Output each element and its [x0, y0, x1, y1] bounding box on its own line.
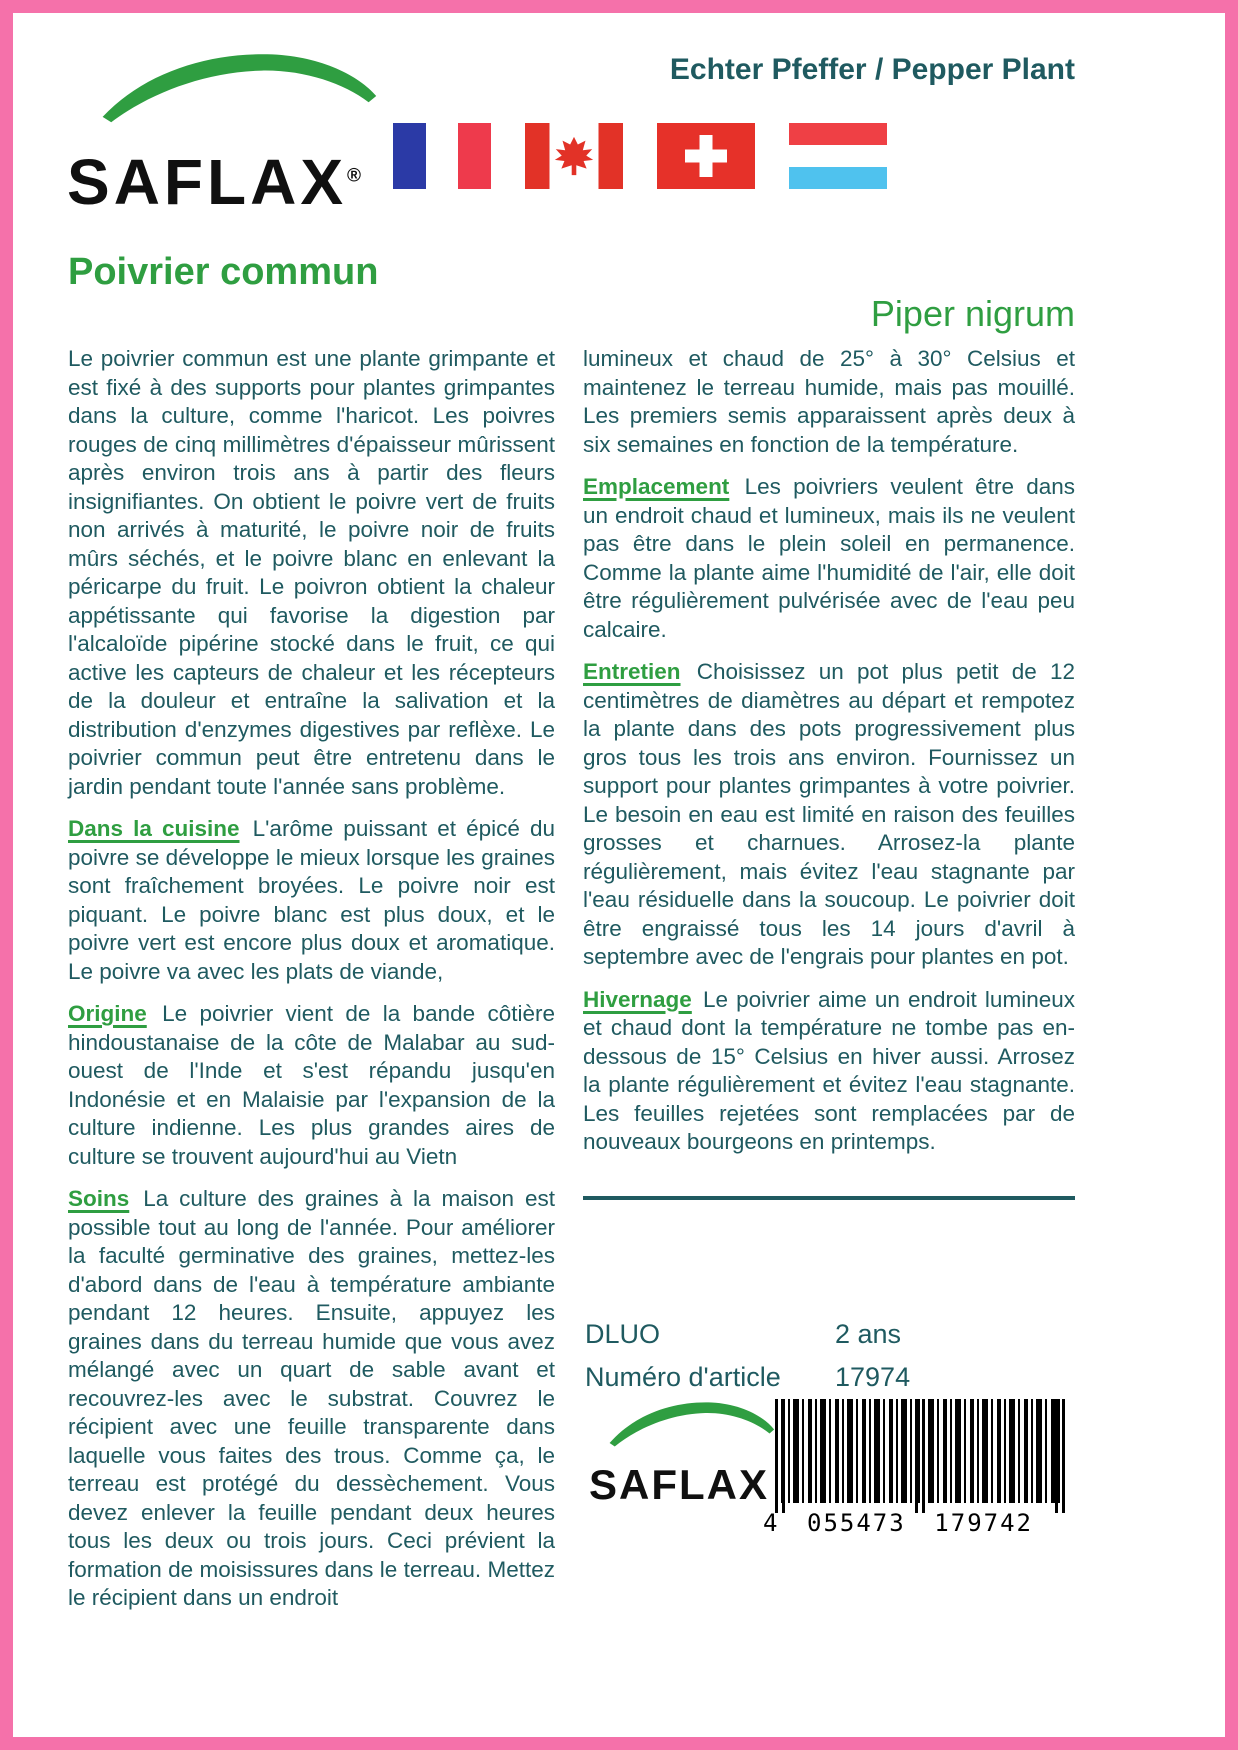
logo-swoosh-icon-bottom	[605, 1399, 777, 1447]
dluo-label: DLUO	[585, 1319, 661, 1349]
flag-france-blue-band	[393, 123, 426, 189]
barcode	[761, 1399, 1079, 1539]
brand-text: SAFLAX	[67, 146, 347, 218]
barcode-guard-bar	[1062, 1399, 1065, 1513]
section-emplacement	[583, 473, 1075, 644]
logo-swoosh-icon	[95, 49, 381, 123]
right-column	[583, 345, 1075, 1171]
flag-row	[393, 123, 887, 189]
divider-rule	[583, 1196, 1075, 1200]
brand-wordmark	[67, 145, 361, 219]
dluo-value: 2 ans	[835, 1319, 902, 1349]
barcode-digits	[763, 1509, 1065, 1537]
section-heading-entretien: Entretien	[583, 659, 681, 684]
barcode-guard-bar	[922, 1399, 925, 1513]
barcode-guard-bar	[775, 1399, 778, 1513]
barcode-guard-bar	[915, 1399, 918, 1513]
section-heading-emplacement: Emplacement	[583, 474, 730, 499]
section-origine	[68, 1000, 555, 1171]
article-number-row	[585, 1362, 910, 1393]
section-text-cuisine: L'arôme puissant et épicé du poivre se développe le mieux lorsque les graines sont fraîchement broyées. Le poivre noir est piquant. Le poivre blanc est plus doux, et le poivre vert est encore plus doux et aromatique. Le poivre va avec les plats de viande,	[68, 816, 555, 984]
section-text-hivernage: Le poivrier aime un endroit lumineux et chaud dont la température ne tombe pas en-dessous de 15° Celsius en hiver aussi. Arrosez la plante régulièrement et évitez l'eau stagnante. Les feuilles rejetées sont remplacées par de nouveaux bourgeons en printemps.	[583, 986, 1075, 1154]
article-number-label: Numéro d'article	[585, 1362, 781, 1392]
section-text-emplacement: Les poivriers veulent être dans un endroit chaud et lumineux, mais ils ne veulent pas être dans le plein soleil en permanence. Comme la plante aime l'humidité de l'air, elle doit être régulièrement pulvérisée avec de l'eau peu calcaire.	[583, 474, 1075, 642]
barcode-digit-group-2: 055473	[807, 1509, 906, 1537]
product-info	[585, 1319, 910, 1405]
flag-france-icon	[393, 123, 491, 189]
swiss-cross-horizontal	[685, 150, 727, 163]
barcode-guard-bar	[782, 1399, 785, 1513]
page-title: Poivrier commun	[68, 251, 379, 293]
latin-name: Piper nigrum	[870, 293, 1075, 334]
paragraph-intro: Le poivrier commun est une plante grimpante et est fixé à des supports pour plantes grimpantes dans la culture, comme l'haricot. Les poivres rouges de cinq millimètres d'épaisseur mûrissent après environ trois ans à partir des fleurs insignifiantes. On obtient le poivre vert de fruits non arrivés à maturité, le poivre noir de fruits mûrs séchés, et le poivre blanc en enlevant la péricarpe du fruit. Le poivron obtient la chaleur appétissante qui favorise la digestion par l'alcaloïde pipérine stocké dans le fruit, ce qui active les capteurs de chaleur et les récepteurs de la douleur et entraîne la salivation et la distribution d'enzymes digestives par reflèxe. Le poivrier commun peut être entretenu dans le jardin pendant toute l'année sans problème.	[68, 346, 555, 799]
section-heading-hivernage: Hivernage	[583, 986, 692, 1012]
article-number-value: 17974	[835, 1362, 911, 1392]
registered-mark: ®	[347, 165, 361, 187]
section-dans-la-cuisine	[68, 815, 555, 986]
barcode-digit-group-3: 179742	[934, 1509, 1033, 1537]
section-heading-soins: Soins	[68, 1186, 130, 1211]
flag-france-red-band	[458, 123, 491, 189]
section-entretien	[583, 658, 1075, 972]
barcode-digit-group-1: 4	[763, 1509, 780, 1537]
left-column	[68, 345, 555, 1627]
flag-france-white-band	[426, 123, 459, 189]
dluo-row	[585, 1319, 910, 1350]
section-heading-cuisine: Dans la cuisine	[68, 816, 240, 841]
section-text-entretien: Choisissez un pot plus petit de 12 centimètres de diamètres au départ et rempotez la plante dans des pots progressivement plus gros tous les trois ans environ. Fournissez un support pour plantes grimpantes à votre poivrier. Le besoin en eau est limité en raison des feuilles grosses et charnues. Arrosez-la plante régulièrement, mais évitez l'eau stagnante par l'eau résiduelle dans la soucoup. Le poivrier doit être engraissé tous les 14 jours d'avril à septembre avec de l'engrais pour plantes en pot.	[583, 659, 1075, 969]
flag-canada-icon	[525, 123, 623, 189]
paragraph-continuation: lumineux et chaud de 25° à 30° Celsius et maintenez le terreau humide, mais pas mouillé. Les premiers semis apparaissent après deux à six semaines en fonction de la température.	[583, 346, 1075, 457]
section-text-origine: Le poivrier vient de la bande côtière hindoustanaise de la côte de Malabar au sud-ouest de l'Inde et s'est répandu jusqu'en Indonésie et en Malaisie par l'expansion de la culture indienne. Les plus grandes aires de culture se trouvent aujourd'hui au Vietn	[68, 1001, 555, 1169]
brand-wordmark-bottom: SAFLAX	[589, 1461, 769, 1508]
section-text-soins: La culture des graines à la maison est possible tout au long de l'année. Pour améliorer la faculté germinative des graines, mettez-les d'abord dans de l'eau à température ambiante pendant 12 heures. Ensuite, appuyez les graines dans du terreau humide que vous avez mélangé avec un quart de sable avant et recouvrez-les avec le substrat. Couvrez le récipient avec une feuille transparente dans laquelle vous faites des trous. Comme ça, le terreau est protégé du dessèchement. Vous devez enlever la feuille pendant deux heures tous les deux ou trois jours. Ceci prévient la formation de moisissures dans le terreau. Mettez le récipient dans un endroit	[68, 1186, 555, 1610]
flag-luxembourg-icon	[789, 123, 887, 189]
barcode-bars	[775, 1399, 1065, 1503]
maple-leaf-icon	[551, 133, 597, 179]
flag-switzerland-icon	[657, 123, 755, 189]
barcode-guard-bar	[1055, 1399, 1058, 1513]
section-soins	[68, 1185, 555, 1613]
brand-logo	[63, 47, 403, 218]
product-name-de-en: Echter Pfeffer / Pepper Plant	[669, 53, 1075, 86]
section-hivernage	[583, 986, 1075, 1157]
section-heading-origine: Origine	[68, 1001, 147, 1026]
